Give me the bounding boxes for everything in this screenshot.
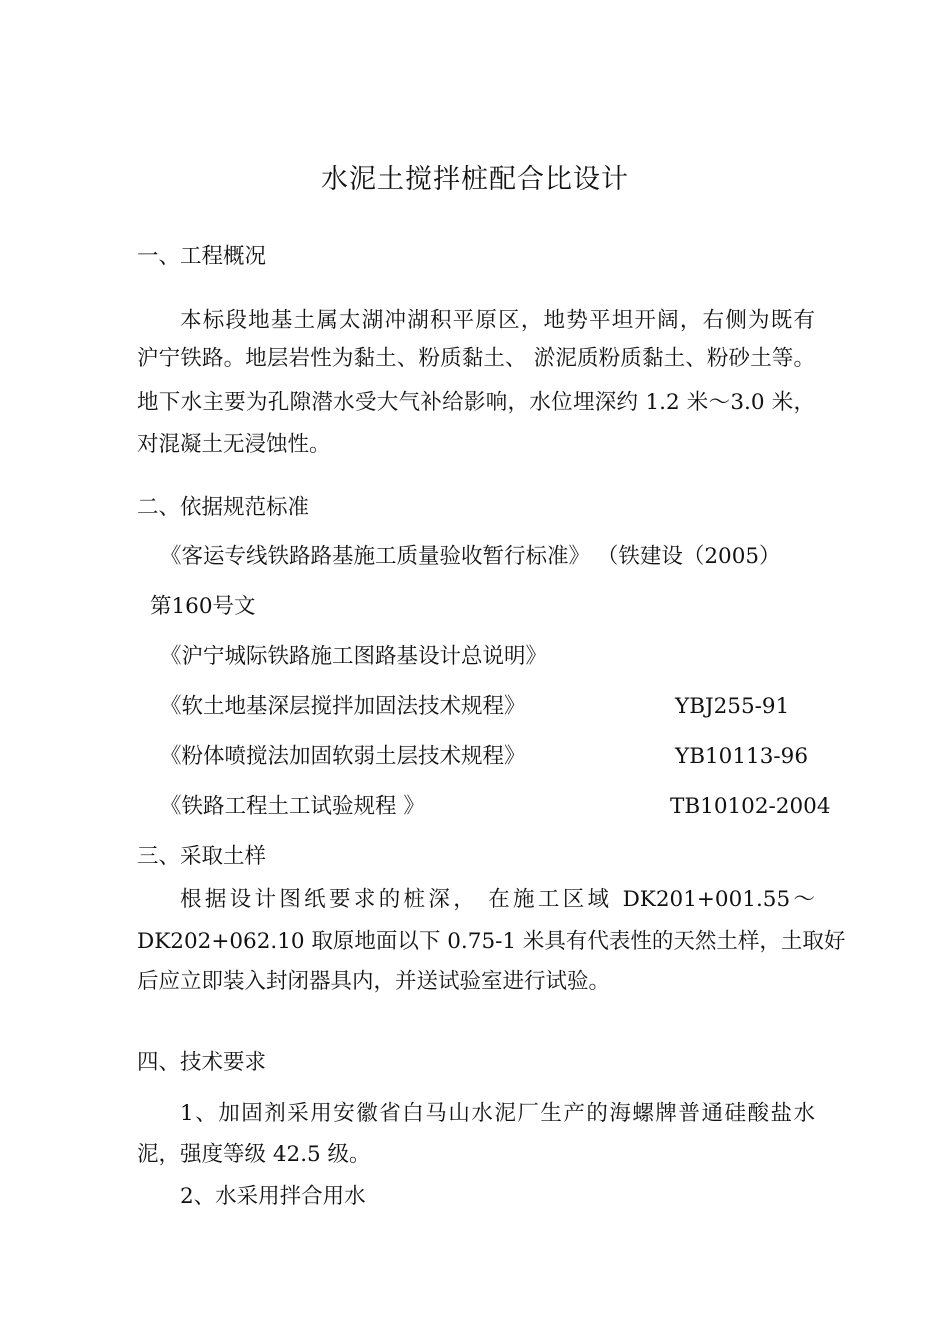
overview-line-2: 沪宁铁路。地层岩性为黏土、粉质黏土、 淤泥质粉质黏土、粉砂土等。 [137, 346, 815, 371]
standard-item-6: 《铁路工程土工试验规程 》 [160, 794, 425, 819]
standard-item-1: 《客运专线铁路路基施工质量验收暂行标准》 （铁建设（2005） [160, 544, 781, 569]
standard-code-4: YBJ255-91 [675, 694, 790, 719]
standard-code-5: YB10113-96 [675, 744, 809, 769]
section-heading-sampling: 三、采取土样 [137, 844, 267, 869]
overview-line-4: 对混凝土无浸蚀性。 [137, 432, 331, 457]
standard-item-3: 《沪宁城际铁路施工图路基设计总说明》 [160, 644, 548, 669]
standard-item-5: 《粉体喷搅法加固软弱土层技术规程》 [160, 744, 526, 769]
requirements-line-3: 2、水采用拌合用水 [180, 1184, 366, 1209]
overview-line-1: 本标段地基土属太湖冲湖积平原区，地势平坦开阔，右侧为既有 [180, 308, 815, 333]
sampling-line-1: 根据设计图纸要求的桩深， 在施工区域 DK201+001.55～ [180, 887, 815, 912]
standard-item-4: 《软土地基深层搅拌加固法技术规程》 [160, 694, 526, 719]
overview-line-3: 地下水主要为孔隙潜水受大气补给影响，水位埋深约 1.2 米～3.0 米， [137, 390, 815, 415]
requirements-line-1: 1、加固剂采用安徽省白马山水泥厂生产的海螺牌普通硅酸盐水 [180, 1101, 815, 1126]
standard-code-6: TB10102-2004 [670, 794, 831, 819]
section-heading-requirements: 四、技术要求 [137, 1050, 267, 1075]
requirements-line-2: 泥，强度等级 42.5 级。 [137, 1142, 371, 1167]
section-heading-standards: 二、依据规范标准 [137, 495, 310, 520]
document-title: 水泥土搅拌桩配合比设计 [321, 164, 629, 195]
sampling-line-3: 后应立即装入封闭器具内，并送试验室进行试验。 [137, 969, 611, 994]
sampling-line-2: DK202+062.10 取原地面以下 0.75-1 米具有代表性的天然土样，土取好 [137, 929, 846, 954]
standard-item-2: 第160号文 [150, 594, 256, 619]
section-heading-overview: 一、工程概况 [137, 244, 267, 269]
